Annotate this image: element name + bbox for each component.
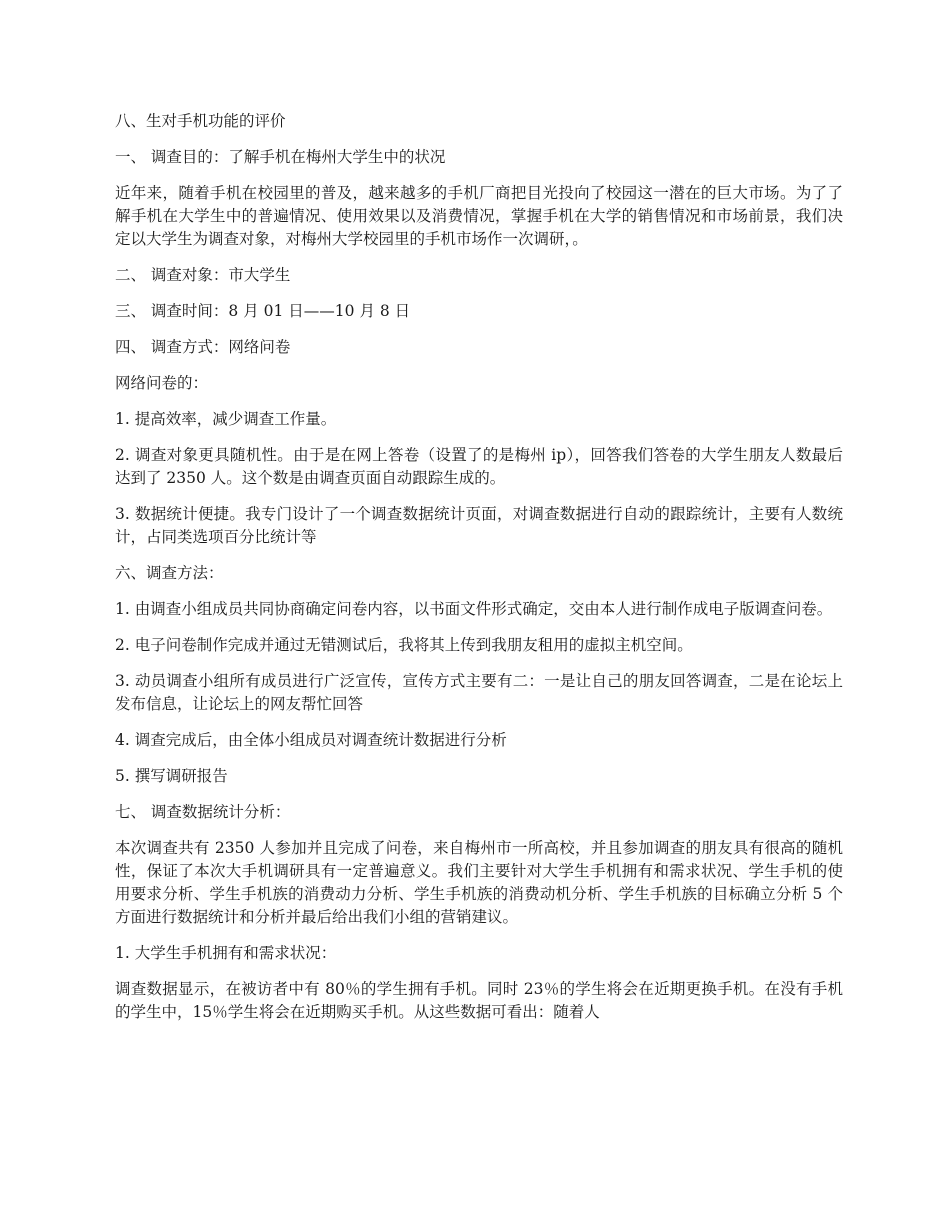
section-heading-subject: 二、 调查对象：市大学生 <box>115 266 291 284</box>
section-heading-procedure: 六、调查方法： <box>115 564 224 582</box>
section-heading-evaluation: 八、生对手机功能的评价 <box>115 112 286 130</box>
list-item: 5. 撰写调研报告 <box>115 767 228 785</box>
ownership-paragraph: 调查数据显示，在被访者中有 80％的学生拥有手机。同时 23％的学生将会在近期更换手机。在没有手机的学生中，15％学生将会在近期购买手机。从这些数据可看出：随着人 <box>115 980 843 1021</box>
list-item: 2. 电子问卷制作完成并通过无错测试后，我将其上传到我朋友租用的虚拟主机空间。 <box>115 636 693 654</box>
intro-paragraph: 近年来，随着手机在校园里的普及，越来越多的手机厂商把目光投向了校园这一潜在的巨大市场。为了了解手机在大学生中的普遍情况、使用效果以及消费情况，掌握手机在大学的销售情况和市场前景，我们决定以大学生为调查对象，对梅州大学校园里的手机市场作一次调研，。 <box>115 184 843 248</box>
section-heading-time: 三、 调查时间：8 月 01 日——10 月 8 日 <box>115 302 411 320</box>
list-item: 2. 调查对象更具随机性。由于是在网上答卷（设置了的是梅州 ip），回答我们答卷的大学生朋友人数最后达到了 2350 人。这个数是由调查页面自动跟踪生成的。 <box>115 446 843 487</box>
list-item: 1. 由调查小组成员共同协商确定问卷内容，以书面文件形式确定，交由本人进行制作成电子版调查问卷。 <box>115 600 833 618</box>
analysis-paragraph: 本次调查共有 2350 人参加并且完成了问卷，来自梅州市一所高校，并且参加调查的朋友具有很高的随机性，保证了本次大手机调研具有一定普遍意义。我们主要针对大学生手机拥有和需求状况、学生手机的使用要求分析、学生手机族的消费动力分析、学生手机族的消费动机分析、学生手机族的目标确立分析 5 个方面进行数据统计和分析并最后给出我们小组的营销建议。 <box>115 839 843 926</box>
subsection-heading-ownership: 1. 大学生手机拥有和需求状况： <box>115 944 337 962</box>
list-item: 3. 动员调查小组所有成员进行广泛宣传，宣传方式主要有二：一是让自己的朋友回答调查，二是在论坛上发布信息，让论坛上的网友帮忙回答 <box>115 672 843 713</box>
document-page <box>115 110 843 1037</box>
section-heading-purpose: 一、 调查目的：了解手机在梅州大学生中的状况 <box>115 148 446 166</box>
survey-advantages-label: 网络问卷的： <box>115 374 209 392</box>
list-item: 1. 提高效率，减少调查工作量。 <box>115 410 337 428</box>
list-item: 4. 调查完成后，由全体小组成员对调查统计数据进行分析 <box>115 731 507 749</box>
section-heading-analysis: 七、 调查数据统计分析： <box>115 803 291 821</box>
section-heading-method: 四、 调查方式：网络问卷 <box>115 338 291 356</box>
list-item: 3. 数据统计便捷。我专门设计了一个调查数据统计页面，对调查数据进行自动的跟踪统计，主要有人数统计，占同类选项百分比统计等 <box>115 505 843 546</box>
